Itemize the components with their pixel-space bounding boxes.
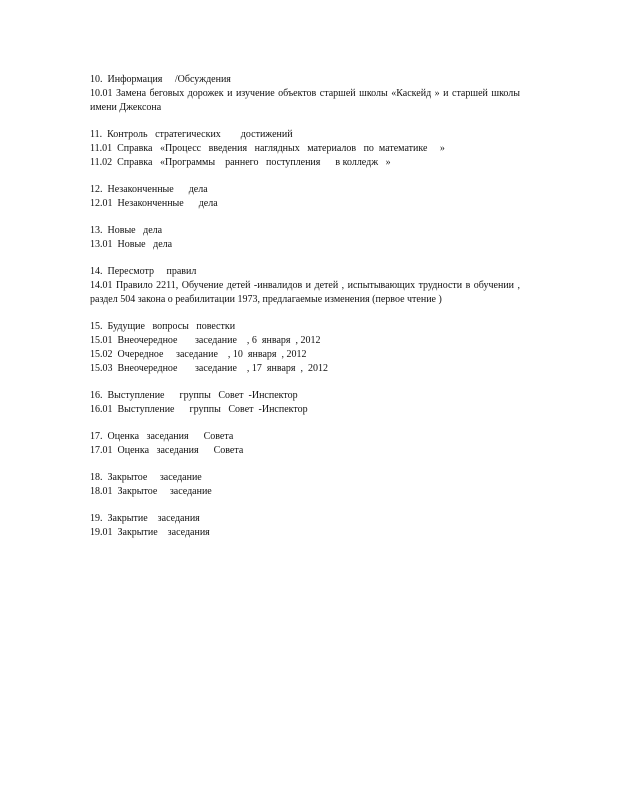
agenda-item: 10.01 Замена беговых дорожек и изучение объектов старшей школы «Каскейд » и старшей школы имени Джексона	[90, 88, 520, 113]
section-heading: 19. Закрытие заседания	[90, 513, 200, 524]
agenda-item: 14.01 Правило 2211, Обучение детей -инвалидов и детей , испытывающих трудности в обучении , раздел 504 закона о реабилитации 1973, предлагаемые изменения (первое чтение )	[90, 280, 520, 305]
agenda-item: 16.01 Выступление группы Совет -Инспектор	[90, 404, 308, 415]
section-heading: 13. Новые дела	[90, 225, 163, 236]
agenda-section-14	[90, 265, 520, 307]
agenda-section-13	[90, 224, 520, 252]
agenda-item: 12.01 Незаконченные дела	[90, 198, 218, 209]
agenda-section-15	[90, 320, 520, 376]
section-heading: 15. Будущие вопросы повестки	[90, 321, 236, 332]
agenda-document	[90, 73, 520, 553]
section-heading: 10. Информация /Обсуждения	[90, 74, 231, 85]
section-heading: 18. Закрытое заседание	[90, 472, 202, 483]
agenda-item: 18.01 Закрытое заседание	[90, 486, 212, 497]
section-heading: 16. Выступление группы Совет -Инспектор	[90, 390, 298, 401]
agenda-section-11	[90, 128, 520, 170]
agenda-section-19	[90, 512, 520, 540]
agenda-section-17	[90, 430, 520, 458]
agenda-item: 19.01 Закрытие заседания	[90, 527, 210, 538]
section-heading: 11. Контроль стратегических достижений	[90, 129, 293, 140]
agenda-item: 15.02 Очередное заседание , 10 января , 2012	[90, 349, 307, 360]
agenda-section-10	[90, 73, 520, 115]
agenda-section-18	[90, 471, 520, 499]
agenda-item: 15.01 Внеочередное заседание , 6 января , 2012	[90, 335, 321, 346]
agenda-item: 15.03 Внеочередное заседание , 17 января , 2012	[90, 363, 328, 374]
agenda-section-16	[90, 389, 520, 417]
section-heading: 14. Пересмотр правил	[90, 266, 197, 277]
agenda-item: 17.01 Оценка заседания Совета	[90, 445, 244, 456]
section-heading: 17. Оценка заседания Совета	[90, 431, 234, 442]
agenda-section-12	[90, 183, 520, 211]
agenda-item: 11.01 Справка «Процесс введения наглядных материалов по математике »	[90, 143, 445, 154]
agenda-item: 13.01 Новые дела	[90, 239, 173, 250]
agenda-item: 11.02 Справка «Программы раннего поступления в колледж »	[90, 157, 391, 168]
section-heading: 12. Незаконченные дела	[90, 184, 208, 195]
